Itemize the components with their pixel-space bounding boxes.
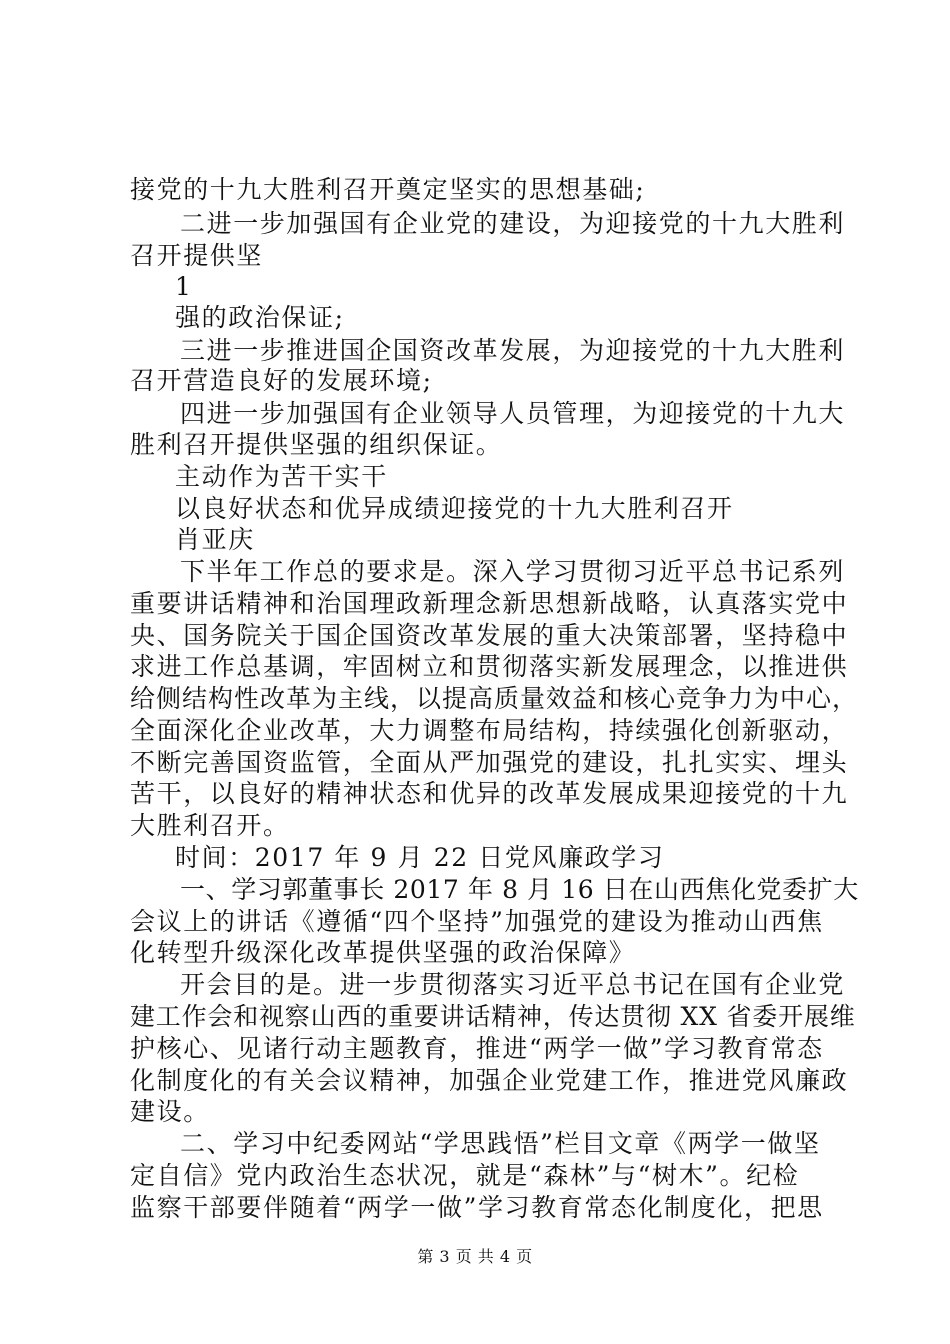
text-line-15: 不断完善国资监管，全面从严加强党的建设，扎扎实实、埋头 xyxy=(130,748,849,777)
text-line-27: 定自信》党内政治生态状况，就是“森林”与“树木”。纪检 xyxy=(130,1161,800,1190)
text-line-22: 建工作会和视察山西的重要讲话精神，传达贯彻 XX 省委开展维 xyxy=(130,1002,856,1031)
text-line-7: 四进一步加强国有企业领导人员管理，为迎接党的十九大 xyxy=(180,399,846,428)
text-line-25: 建设。 xyxy=(130,1097,210,1126)
text-line-1: 接党的十九大胜利召开奠定坚实的思想基础; xyxy=(130,175,646,204)
text-line-20: 化转型升级深化改革提供坚强的政治保障》 xyxy=(130,938,636,967)
text-line-28: 监察干部要伴随着“两学一做”学习教育常态化制度化，把思 xyxy=(130,1193,824,1222)
text-line-4: 强的政治保证; xyxy=(175,303,345,332)
text-line-26: 二、学习中纪委网站“学思践悟”栏目文章《两学一做坚 xyxy=(180,1129,821,1158)
page-footer: 第 3 页 共 4 页 xyxy=(417,1247,533,1266)
text-line-5: 三进一步推进国企国资改革发展，为迎接党的十九大胜利 xyxy=(180,336,846,365)
text-line-18: 一、学习郭董事长 2017 年 8 月 16 日在山西焦化党委扩大 xyxy=(180,875,859,904)
page-marker: 1 xyxy=(175,272,193,301)
text-line-21: 开会目的是。进一步贯彻落实习近平总书记在国有企业党 xyxy=(180,970,846,999)
text-line-12: 求进工作总基调，牢固树立和贯彻落实新发展理念，以推进供 xyxy=(130,652,849,681)
text-line-16: 苦干，以良好的精神状态和优异的改革发展成果迎接党的十九 xyxy=(130,779,849,808)
text-line-24: 化制度化的有关会议精神，加强企业党建工作，推进党风廉政 xyxy=(130,1066,849,1095)
text-line-14: 全面深化企业改革，大力调整布局结构，持续强化创新驱动， xyxy=(130,716,849,745)
article-subtitle: 主动作为苦干实干 xyxy=(175,462,388,491)
text-line-3: 召开提供坚 xyxy=(130,241,264,270)
text-line-6: 召开营造良好的发展环境; xyxy=(130,366,433,395)
text-line-17: 大胜利召开。 xyxy=(130,811,290,840)
text-line-19: 会议上的讲话《遵循“四个坚持”加强党的建设为推动山西焦 xyxy=(130,907,824,936)
article-author: 肖亚庆 xyxy=(175,525,255,554)
article-title: 以良好状态和优异成绩迎接党的十九大胜利召开 xyxy=(175,494,734,523)
text-line-11: 央、国务院关于国企国资改革发展的重大决策部署，坚持稳中 xyxy=(130,621,849,650)
text-line-9: 下半年工作总的要求是。深入学习贯彻习近平总书记系列 xyxy=(180,557,846,586)
text-line-2: 二进一步加强国有企业党的建设，为迎接党的十九大胜利 xyxy=(180,209,846,238)
meeting-time: 时间：2017 年 9 月 22 日党风廉政学习 xyxy=(175,843,665,872)
text-line-10: 重要讲话精神和治国理政新理念新思想新战略，认真落实党中 xyxy=(130,589,849,618)
text-line-13: 给侧结构性改革为主线，以提高质量效益和核心竞争力为中心， xyxy=(130,684,859,713)
text-line-23: 护核心、见诸行动主题教育，推进“两学一做”学习教育常态 xyxy=(130,1034,824,1063)
text-line-8: 胜利召开提供坚强的组织保证。 xyxy=(130,430,503,459)
